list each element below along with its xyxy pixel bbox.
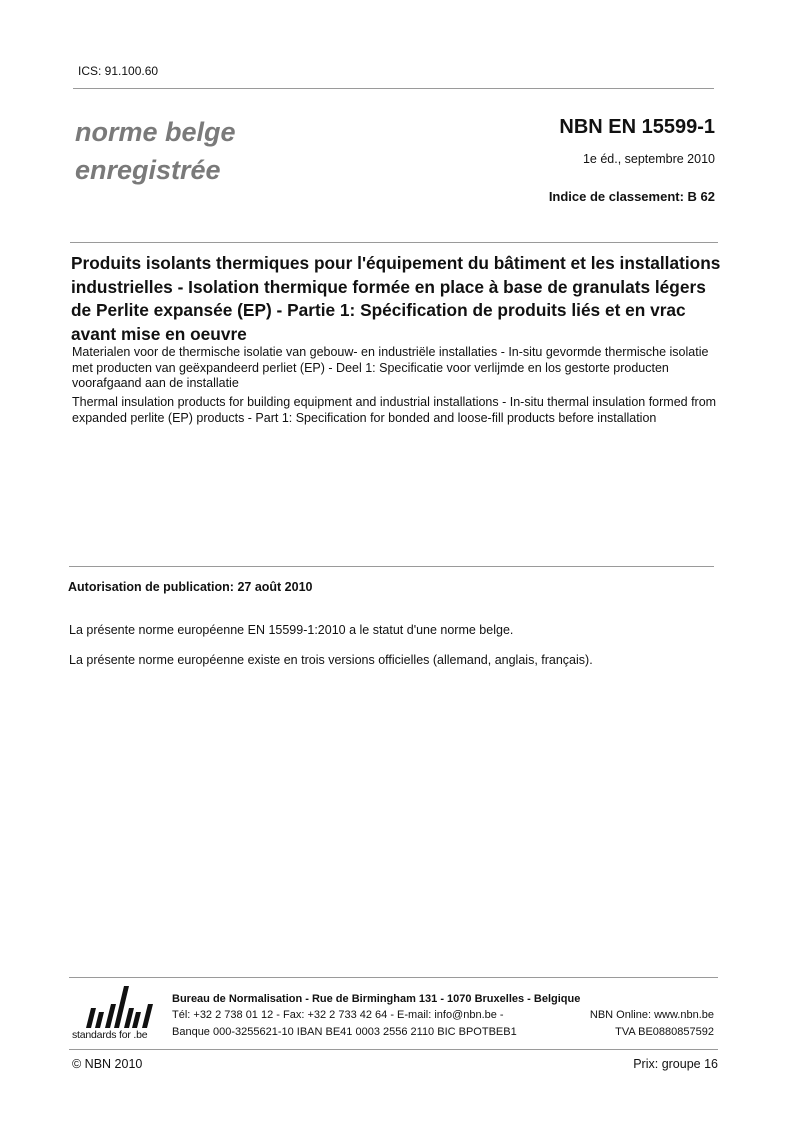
footer-divider — [69, 977, 718, 978]
copyright-divider — [69, 1049, 718, 1050]
ics-code: ICS: 91.100.60 — [78, 64, 159, 78]
classification-index: Indice de classement: B 62 — [548, 189, 715, 204]
norm-label — [75, 113, 236, 189]
nbn-logo-icon — [72, 984, 162, 1030]
copyright-notice: © NBN 2010 — [72, 1057, 143, 1071]
standard-number: NBN EN 15599-1 — [559, 116, 715, 138]
footer-vat: TVA BE0880857592 — [615, 1026, 714, 1038]
nbn-logo — [72, 984, 162, 1044]
footer-contact: Tél: +32 2 738 01 12 - Fax: +32 2 733 42 64 - E-mail: info@nbn.be - — [172, 1009, 504, 1021]
footer-address: Bureau de Normalisation - Rue de Birmingham 131 - 1070 Bruxelles - Belgique — [172, 993, 581, 1005]
versions-paragraph: La présente norme européenne existe en trois versions officielles (allemand, anglais, français). — [69, 653, 593, 667]
status-paragraph: La présente norme européenne EN 15599-1:2010 a le statut d'une norme belge. — [69, 623, 514, 637]
norm-label-line2: enregistrée — [75, 155, 221, 185]
title-dutch: Materialen voor de thermische isolatie van gebouw- en industriële installaties - In-situ gevormde thermische isolatie met producten van geëxpandeerd perliet (EP) - Deel 1: Specificatie voor verlijmde en los gestorte producten voorafgaand aan de installatie — [72, 345, 709, 390]
title-english: Thermal insulation products for building equipment and industrial installations - In-situ thermal insulation formed from expanded perlite (EP) products - Part 1: Specification for bonded and loose-fill products before installation — [72, 395, 717, 425]
norm-label-line1: norme belge — [75, 117, 236, 147]
publication-authorisation: Autorisation de publication: 27 août 2010 — [68, 580, 313, 594]
title-french: Produits isolants thermiques pour l'équipement du bâtiment et les installations industrielles - Isolation thermique formée en place à base de granulats légers de Perlite expansée (EP) - Partie 1: Spécification de produits liés et en vrac avant mise en oeuvre — [71, 253, 721, 344]
publication-divider — [69, 566, 714, 567]
header-divider — [73, 88, 714, 89]
title-divider — [70, 242, 718, 243]
logo-tagline: standards for .be — [72, 1029, 148, 1041]
price-group: Prix: groupe 16 — [633, 1057, 718, 1071]
edition-date: 1e éd., septembre 2010 — [582, 152, 715, 166]
footer-bank: Banque 000-3255621-10 IBAN BE41 0003 2556 2110 BIC BPOTBEB1 — [172, 1026, 517, 1038]
footer-online-link[interactable]: NBN Online: www.nbn.be — [589, 1009, 714, 1021]
